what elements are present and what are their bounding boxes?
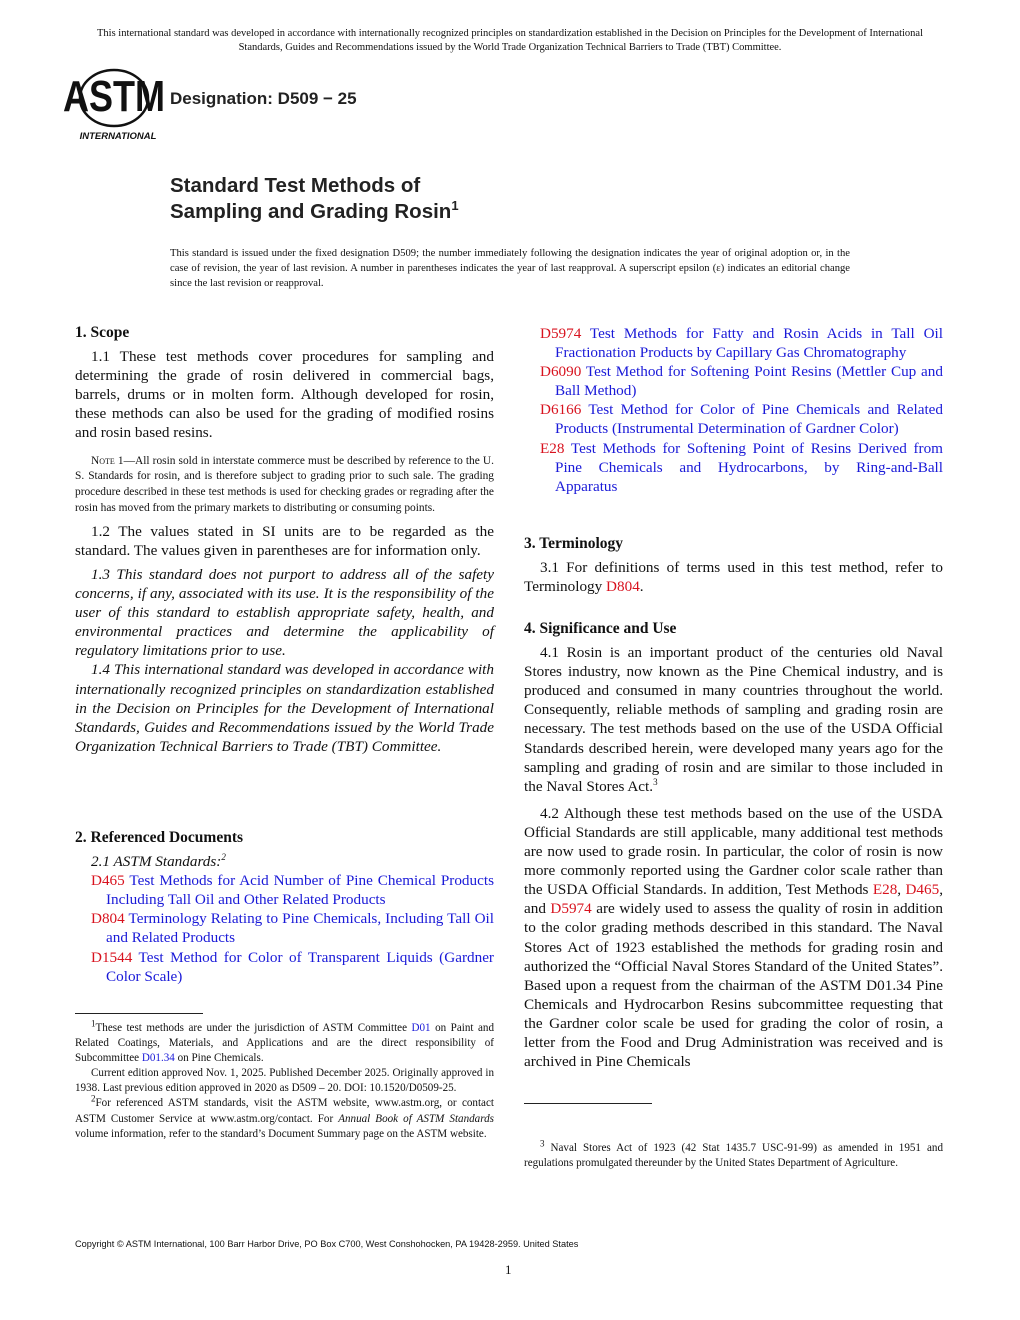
- link-d01-34[interactable]: D01.34: [141, 1052, 175, 1065]
- astm-standards-label: 2.1 ASTM Standards:: [91, 853, 222, 871]
- fn2-text-a: For referenced ASTM standards, visit the ASTM website, www.astm.org, or contact ASTM Customer Service at www.astm.org/contact. For: [75, 1097, 494, 1125]
- para-4-1-text: 4.1 Rosin is an important product of the centuries old Naval Stores industry, now known as the Pine Chemical industry, and is produced and consumed in many countries throughout the world. Consequently, reliable methods of sampling and grading rosin are necessary. The test methods based on the use of the USDA Official Standards described herein, were developed many years ago for the sampling and grading of rosin and are similar to those included in the Naval Stores Act.: [524, 644, 943, 795]
- fn3-marker: 3: [540, 1138, 545, 1149]
- fn1-text-b: on Paint and Related Coatings, Materials, and Applications and are the direct responsibility of Subcommittee: [75, 1022, 494, 1065]
- page-title: [170, 173, 459, 225]
- fn2-marker: 2: [91, 1093, 96, 1104]
- page-number: 1: [505, 1262, 512, 1277]
- footnote-ref-2[interactable]: 2: [221, 852, 226, 863]
- reference-item: [524, 439, 943, 496]
- reference-list-right: [524, 324, 943, 496]
- reference-item: [524, 324, 943, 362]
- astm-logo: [63, 68, 165, 142]
- para-4-1: [524, 643, 943, 796]
- reference-item: [524, 362, 943, 400]
- para-1-4: 1.4 This international standard was developed in accordance with internationally recognized principles on standardization established in the Decision on Principles for the Development of International Standards, Guides and Recommendations issued by the World Trade Organization Technical Barriers to Trade (TBT) Committee.: [75, 661, 494, 755]
- link-e28[interactable]: E28: [872, 881, 898, 899]
- fn3-text: Naval Stores Act of 1923 (42 Stat 1435.7 USC-91-99) as amended in 1951 and regulations promulgated thereunder by the United States Department of Agriculture.: [524, 1142, 943, 1170]
- footnote-divider-right: [524, 1103, 652, 1104]
- reference-link-d804[interactable]: D804: [91, 910, 125, 928]
- footnote-1: [75, 1018, 494, 1066]
- reference-item: [75, 909, 494, 947]
- para-4-2: [524, 804, 943, 1071]
- refdocs-heading: 2. Referenced Documents: [75, 829, 244, 846]
- reference-item: [75, 871, 494, 909]
- issue-note: This standard is issued under the fixed designation D509; the number immediately following the designation indicates the year of original adoption or, in the case of revision, the year of last revision. A number in parentheses indicates the year of last reapproval. A superscript epsilon (ε) indicates an editorial change since the last revision or reapproval.: [170, 248, 850, 289]
- svg-text:ASTM: ASTM: [63, 73, 165, 121]
- reference-link-d6090[interactable]: D6090: [540, 363, 582, 381]
- section-referenced-documents: [75, 828, 494, 986]
- copyright: Copyright © ASTM International, 100 Barr Harbor Drive, PO Box C700, West Conshohocken, PA 19428-2959. United States: [75, 1239, 579, 1249]
- para-4-2-text-b: are widely used to assess the quality of rosin in addition to the color grading methods described in this standard. The Naval Stores Act of 1923 established the methods for grading rosin and authorized the “Official Naval Stores Standard of the United States”. Based upon a request from the chairman of the ASTM D01.34 Pine Chemicals and Hydrocarbon Resins subcommittee requesting that the Gardner color scale be used for grading the color of rosin, a letter from the Food and Drug Administration was received and is archived in Pine Chemicals: [524, 900, 943, 1071]
- footnotes-left: [75, 1018, 494, 1142]
- footnote-3: [524, 1138, 943, 1171]
- section-significance: [524, 619, 943, 1071]
- reference-link-d1544[interactable]: D1544: [91, 948, 133, 966]
- reference-title[interactable]: Test Method for Softening Point Resins (Mettler Cup and Ball Method): [555, 363, 943, 400]
- svg-text:INTERNATIONAL: INTERNATIONAL: [79, 131, 157, 142]
- reference-list: [75, 871, 494, 986]
- fn1-marker: 1: [91, 1018, 96, 1029]
- note-1: [75, 454, 494, 517]
- reference-link-d465[interactable]: D465: [91, 872, 125, 890]
- reference-link-d6166[interactable]: D6166: [540, 401, 582, 419]
- title-line-2: [170, 199, 459, 225]
- reference-title[interactable]: Test Methods for Fatty and Rosin Acids in Tall Oil Fractionation Products by Capillary Gas Chromatography: [555, 325, 943, 362]
- para-3-1-text: 3.1 For definitions of terms used in this test method, refer to Terminology: [524, 559, 943, 596]
- sep: , and: [524, 881, 944, 918]
- section-terminology: [524, 534, 943, 596]
- fn2-text-b: volume information, refer to the standard’s Document Summary page on the ASTM website.: [75, 1127, 487, 1140]
- link-d5974[interactable]: D5974: [550, 900, 592, 918]
- note-label: Note 1: [91, 454, 124, 467]
- designation: Designation: D509 − 25: [170, 89, 357, 108]
- footnotes-right: [524, 1138, 943, 1171]
- reference-title[interactable]: Test Methods for Softening Point of Resins Derived from Pine Chemicals and Hydrocarbons, by Ring-and-Ball Apparatus: [555, 439, 943, 495]
- sep: ,: [897, 881, 906, 899]
- fn1-text-a: These test methods are under the jurisdiction of ASTM Committee: [95, 1022, 412, 1034]
- header-note: This international standard was developed in accordance with internationally recognized principles on standardization established in the Decision on Principles for the Development of International Standards, Guides and Recommendations issued by the World Trade Organization Technical Barriers to Trade (TBT) Committee.: [96, 28, 924, 53]
- reference-title[interactable]: Test Method for Color of Transparent Liquids (Gardner Color Scale): [106, 948, 494, 985]
- title-footnote-ref[interactable]: 1: [451, 198, 459, 214]
- para-3-1-end: .: [639, 578, 644, 596]
- reference-title[interactable]: Test Methods for Acid Number of Pine Chemical Products Including Tall Oil and Other Related Products: [106, 872, 494, 909]
- reference-list-continued: [524, 324, 943, 496]
- footnote-1-edition: Current edition approved Nov. 1, 2025. Published December 2025. Originally approved in 1938. Last previous edition approved in 2020 as D509 – 20. DOI: 10.1520/D0509-25.: [75, 1067, 494, 1095]
- reference-link-d5974[interactable]: D5974: [540, 325, 582, 342]
- link-d465[interactable]: D465: [905, 881, 940, 899]
- note-text: —All rosin sold in interstate commerce must be described by reference to the U. S. Standards for rosin, and is therefore subject to grading prior to such sale. The grading procedure described in these test methods is used for checking grades or regrading after the rosin has moved from the primary markets to distributing or consuming points.: [75, 454, 494, 514]
- para-1-1: 1.1 These test methods cover procedures for sampling and determining the grade of rosin delivered in commercial bags, barrels, drums or in molten form. Although developed for rosin, these methods can also be used for the grading of modified rosins and rosin based resins.: [75, 348, 494, 442]
- section-scope: [75, 323, 494, 756]
- reference-link-e28[interactable]: E28: [540, 439, 565, 457]
- para-4-2-text-a: 4.2 Although these test methods based on the use of the USDA Official Standards are still applicable, many additional test methods are now used to grade rosin. In particular, the color of rosin is now more commonly reported using the Gardner color scale rather than the USDA Official Standards. In addition, Test Methods: [524, 804, 943, 899]
- fn2-book-title: Annual Book of ASTM Standards: [338, 1112, 494, 1125]
- footnote-divider: [75, 1013, 203, 1014]
- para-2-1: [75, 852, 494, 871]
- link-d804[interactable]: D804: [606, 578, 640, 596]
- para-3-1: [524, 558, 943, 596]
- terminology-heading: 3. Terminology: [524, 535, 624, 552]
- title-line-2-text: Sampling and Grading Rosin: [170, 200, 452, 223]
- fn1-text-c: on Pine Chemicals.: [174, 1052, 264, 1065]
- reference-item: [75, 948, 494, 986]
- footnote-ref-3[interactable]: 3: [653, 776, 658, 787]
- para-1-2: 1.2 The values stated in SI units are to be regarded as the standard. The values given in parentheses are for information only.: [75, 522, 494, 559]
- link-d01[interactable]: D01: [411, 1022, 431, 1034]
- reference-item: [524, 400, 943, 438]
- title-line-1: Standard Test Methods of: [170, 174, 421, 197]
- reference-title[interactable]: Terminology Relating to Pine Chemicals, Including Tall Oil and Related Products: [106, 910, 494, 947]
- significance-heading: 4. Significance and Use: [524, 620, 677, 637]
- reference-title[interactable]: Test Method for Color of Pine Chemicals and Related Products (Instrumental Determination of Gardner Color): [555, 401, 943, 438]
- footnote-2: [75, 1093, 494, 1141]
- para-1-3: 1.3 This standard does not purport to address all of the safety concerns, if any, associated with its use. It is the responsibility of the user of this standard to establish appropriate safety, health, and environmental practices and determine the applicability of regulatory limitations prior to use.: [75, 565, 494, 660]
- scope-heading: 1. Scope: [75, 324, 130, 341]
